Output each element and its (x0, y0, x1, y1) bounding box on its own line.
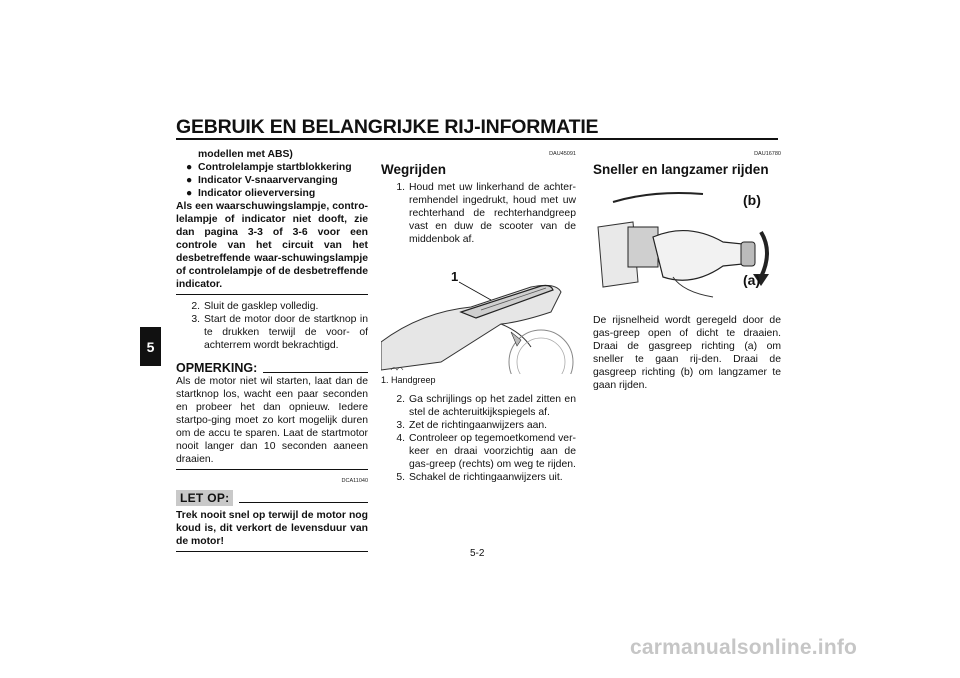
caution-rule (239, 494, 368, 503)
figure-caption: 1. Handgreep (381, 375, 436, 385)
step-2: 2. Sluit de gasklep volledig. (191, 301, 319, 312)
bullet-item-3: ● Indicator olieverversing (186, 188, 316, 199)
section-heading: Sneller en langzamer rijden (593, 162, 769, 177)
watermark: carmanualsonline.info (630, 636, 858, 659)
column-2 (381, 148, 576, 484)
note-text: Als de motor niet wil starten, laat dan de startknop los, wacht een paar seconden en probeer het dan opnieuw. Iedere startpo-ging moet zo kort mogelijk duren om de accu te sparen. Laat de startmotor nooit langer dan 10 seconden aaneen draaien. (176, 375, 368, 470)
note-rule (263, 364, 368, 373)
page-number: 5-2 (470, 548, 485, 559)
note-label: OPMERKING: (176, 361, 258, 375)
throttle-figure (593, 182, 781, 300)
bullet-icon: ● (186, 188, 193, 199)
title-rule (176, 138, 778, 140)
label-a: (a) (743, 272, 761, 288)
step-1: 1. Houd met uw linkerhand de achter-remhendel ingedrukt, houd met uw rechterhand de rechterhandgreep vast en duw de scooter van de middenbok af. (396, 182, 576, 245)
figure-callout: 1 (451, 269, 459, 284)
caution-text: Trek nooit snel op terwijl de motor nog koud is, dit verkort de levensduur van de motor! (176, 509, 368, 552)
scooter-figure (381, 252, 576, 374)
section-code: DAU16780 (754, 151, 781, 157)
column-1 (176, 148, 368, 552)
bullet-item-1: ● Controlelampje startblokkering (186, 162, 352, 173)
step-3b: 3. Zet de richtingaanwijzers aan. (396, 420, 548, 431)
label-b: (b) (743, 192, 761, 208)
caution-label: LET OP: (176, 490, 233, 506)
section-code: DAU45091 (549, 151, 576, 157)
note-header (176, 362, 368, 375)
page-title: GEBRUIK EN BELANGRIJKE RIJ-INFORMATIE (176, 116, 599, 138)
throttle-text: De rijsnelheid wordt geregeld door de gas-greep open of dicht te draaien. Draai de gasgreep richting (a) om sneller te gaan rij-den. Draai de gasgreep richting (b) om langzamer te gaan rijden. (593, 315, 781, 391)
bullet-icon: ● (186, 175, 193, 186)
bullet-continuation: modellen met ABS) (198, 149, 293, 160)
step-3: 3. Start de motor door de startknop in te drukken terwijl de voor- of achterrem wordt bekrachtigd. (191, 314, 368, 351)
step-4b: 4. Controleer op tegemoetkomend ver-keer en draai voorzichtig aan de gas-greep (rechts) om weg te rijden. (396, 433, 576, 470)
chapter-tab: 5 (140, 327, 161, 366)
column-3 (593, 148, 781, 392)
caution-header (176, 490, 368, 506)
bullet-item-2: ● Indicator V-snaarvervanging (186, 175, 338, 186)
step-5b: 5. Schakel de richtingaanwijzers uit. (396, 472, 563, 483)
step-2b: 2. Ga schrijlings op het zadel zitten en stel de achteruitkijkspiegels af. (396, 394, 576, 418)
bullet-icon: ● (186, 162, 193, 173)
section-heading: Wegrijden (381, 162, 447, 177)
warning-text: Als een waarschuwingslampje, contro-lelampje of indicator niet dooft, zie dan pagina 3-3 of 3-6 voor een controle van het circuit van het desbetreffende waar-schuwingslampje of controlelampje of de desbetreffende indicator. (176, 200, 368, 295)
scooter-rear-illustration (381, 252, 576, 374)
caution-code: DCA11040 (341, 478, 368, 484)
